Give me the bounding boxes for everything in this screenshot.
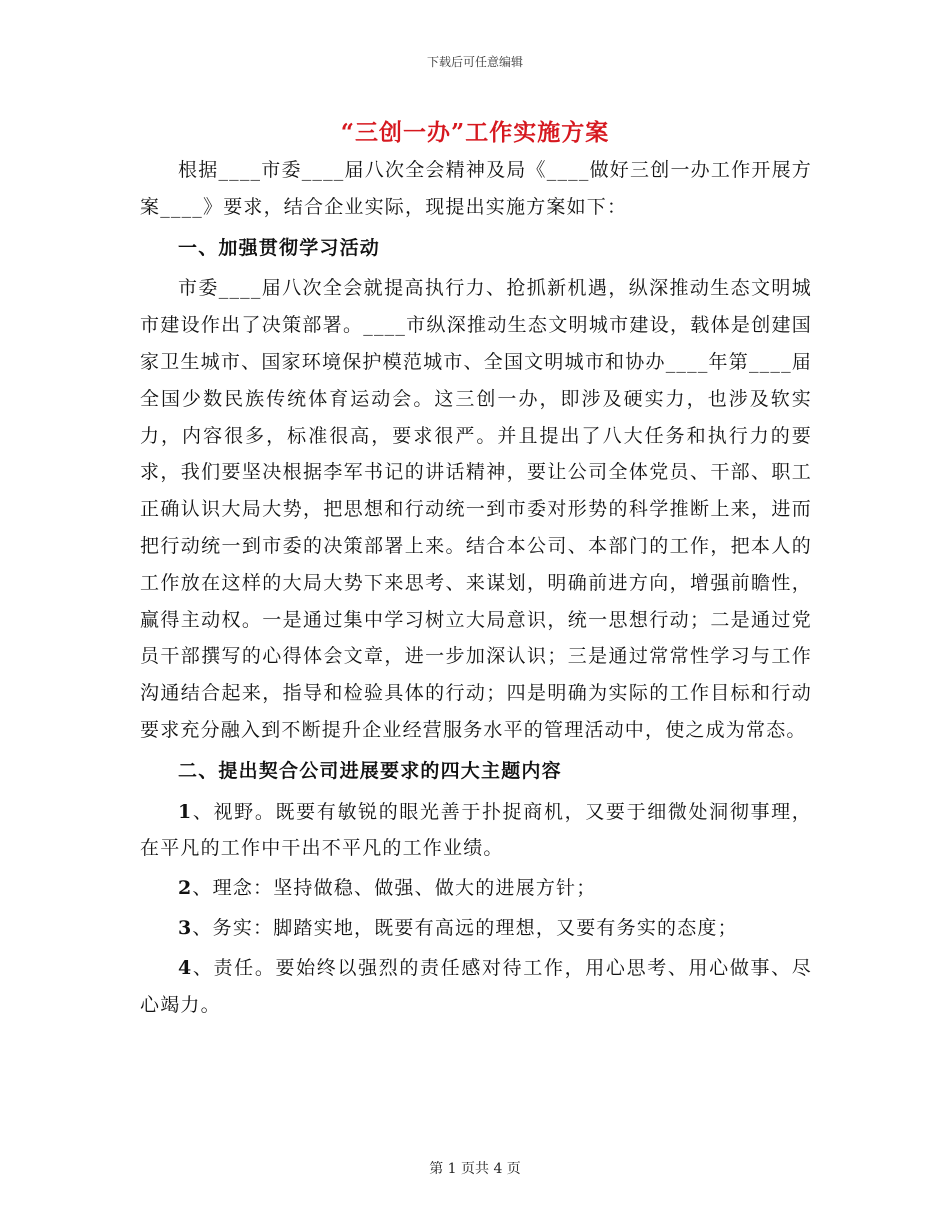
list-item-number: 3 — [178, 916, 193, 939]
document-title: “三创一办”工作实施方案 — [340, 119, 610, 146]
section-2-heading: 二、提出契合公司进展要求的四大主题内容 — [178, 759, 562, 782]
list-item-number: 4 — [178, 956, 193, 979]
list-item — [140, 910, 812, 947]
list-item — [140, 950, 812, 1024]
intro-paragraph: 根据____市委____届八次全会精神及局《____做好三创一办工作开展方案____》要求，结合企业实际，现提出实施方案如下： — [140, 159, 812, 218]
list-item-text: 、理念：坚持做稳、做强、做大的进展方针； — [192, 877, 597, 900]
section-1-heading: 一、加强贯彻学习活动 — [178, 236, 381, 259]
page-footer: 第 1 页共 4 页 — [429, 1161, 521, 1177]
list-item-text: 、视野。既要有敏锐的眼光善于扑捉商机，又要于细微处洞彻事理，在平凡的工作中干出不平凡的工作业绩。 — [140, 800, 812, 860]
document-body — [140, 152, 812, 1023]
section-1-paragraph: 市委____届八次全会就提高执行力、抢抓新机遇，纵深推动生态文明城市建设作出了决策部署。____市纵深推动生态文明城市建设，载体是创建国家卫生城市、国家环境保护模范城市、全国文明城市和协办____年第____届全国少数民族传统体育运动会。这三创一办，即涉及硬实力，也涉及软实力，内容很多，标准很高，要求很严。并且提出了八大任务和执行力的要求，我们要坚决根据李军书记的讲话精神，要让公司全体党员、干部、职工正确认识大局大势，把思想和行动统一到市委对形势的科学推断上来，进而把行动统一到市委的决策部署上来。结合本公司、本部门的工作，把本人的工作放在这样的大局大势下来思考、来谋划，明确前进方向，增强前瞻性，赢得主动权。一是通过集中学习树立大局意识，统一思想行动；二是通过党员干部撰写的心得体会文章，进一步加深认识；三是通过常常性学习与工作沟通结合起来，指导和检验具体的行动；四是明确为实际的工作目标和行动要求充分融入到不断提升企业经营服务水平的管理活动中，使之成为常态。 — [140, 277, 812, 741]
list-item-text: 、责任。要始终以强烈的责任感对待工作，用心思考、用心做事、尽心竭力。 — [140, 956, 812, 1016]
list-item-number: 2 — [178, 877, 193, 900]
list-item — [140, 870, 812, 907]
list-item-text: 、务实：脚踏实地，既要有高远的理想，又要有务实的态度； — [192, 916, 738, 939]
list-item — [140, 794, 812, 868]
page-header: 下载后可任意编辑 — [426, 55, 523, 69]
list-item-number: 1 — [178, 800, 193, 823]
